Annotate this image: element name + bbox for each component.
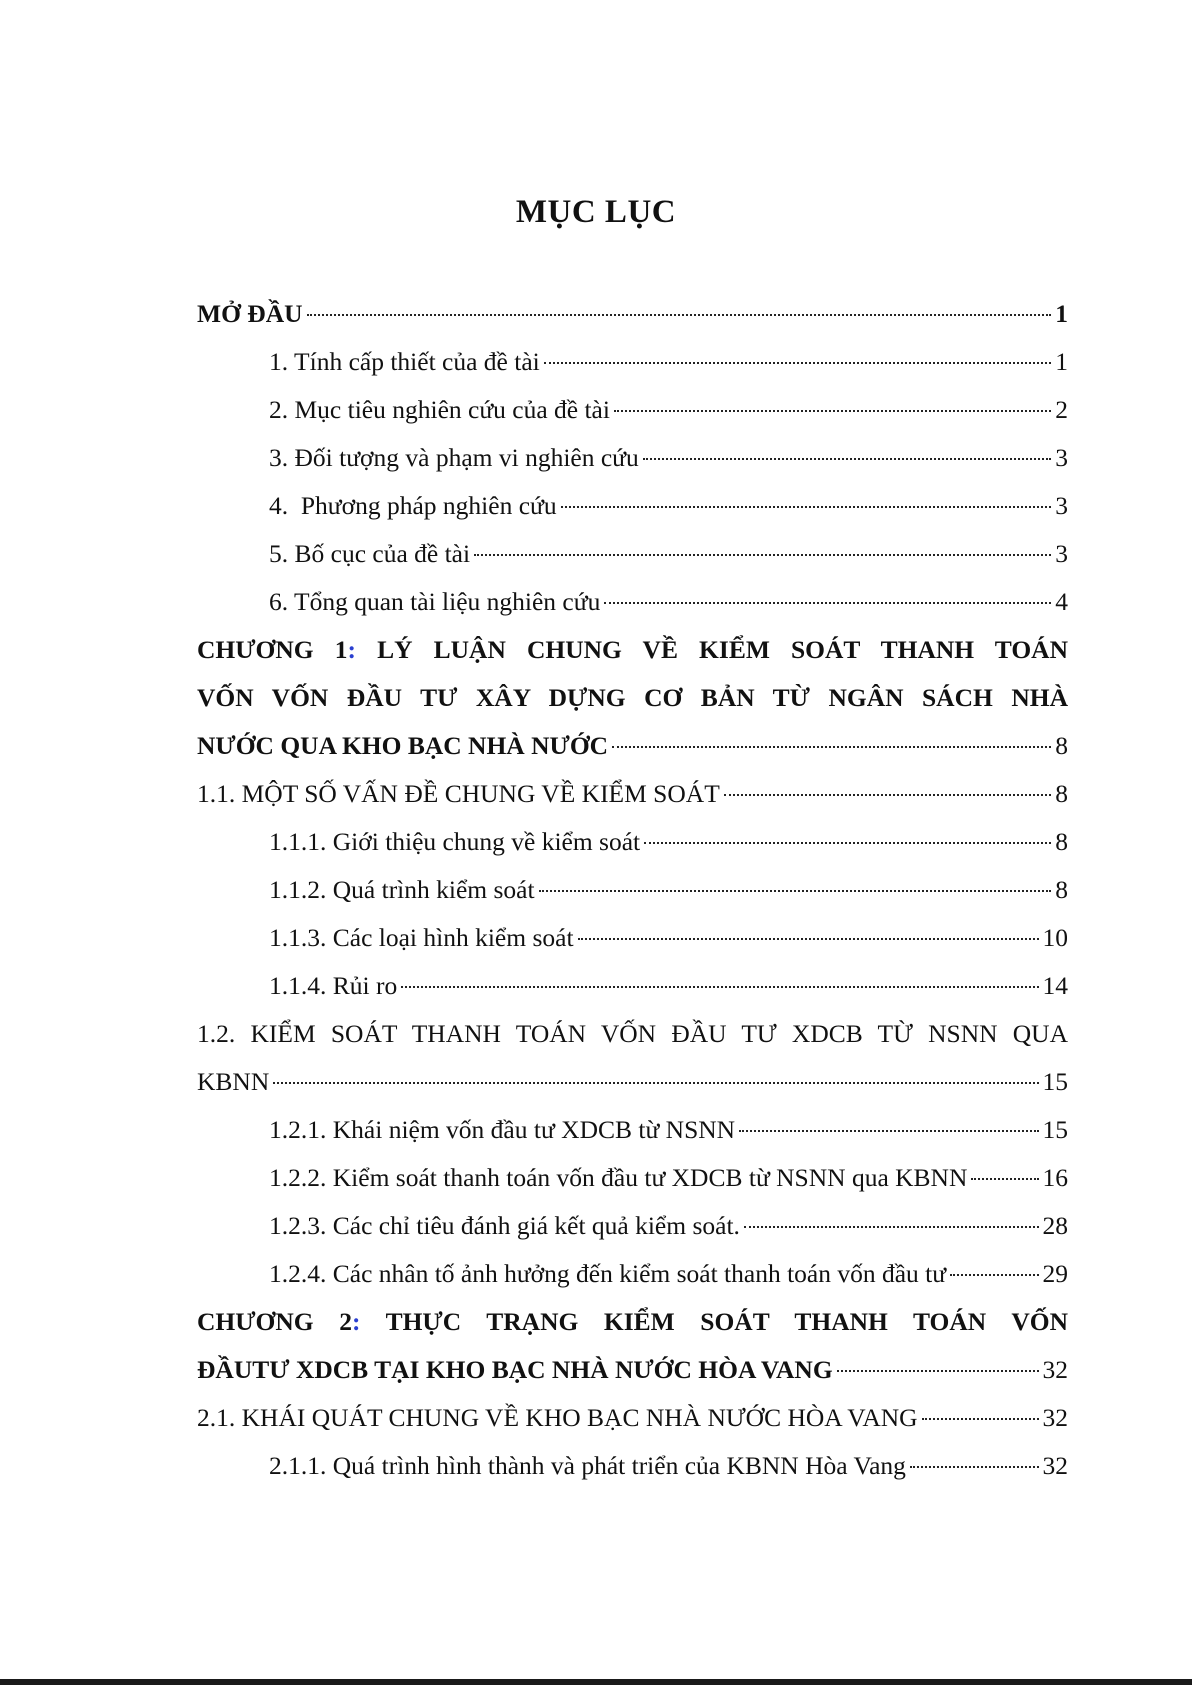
toc-entry[interactable]	[197, 770, 1068, 818]
toc-entry-label: 1.1.2. Quá trình kiểm soát	[269, 875, 535, 904]
toc-chapter-2[interactable]	[197, 1298, 1068, 1394]
toc-entry[interactable]	[197, 434, 1068, 482]
dot-leader	[401, 986, 1038, 988]
toc-page-number: 8	[1055, 875, 1068, 904]
toc-entry-label: 1. Tính cấp thiết của đề tài	[269, 347, 540, 376]
toc-entry-label: NƯỚC QUA KHO BẠC NHÀ NƯỚC	[197, 731, 609, 760]
section-heading-line: 1.2. KIỂM SOÁT THANH TOÁN VỐN ĐẦU TƯ XDCB TỪ NSNN QUA	[197, 1019, 1068, 1048]
toc-entry[interactable]	[197, 866, 1068, 914]
toc-entry[interactable]	[197, 1154, 1068, 1202]
dot-leader	[837, 1370, 1039, 1372]
toc-entry[interactable]	[197, 1442, 1068, 1490]
toc-page-number: 2	[1055, 395, 1068, 424]
toc-entry[interactable]	[197, 338, 1068, 386]
toc-page-number: 15	[1042, 1115, 1068, 1144]
toc-page-number: 3	[1055, 491, 1068, 520]
toc-section-1-2[interactable]	[197, 1010, 1068, 1106]
dot-leader	[307, 314, 1052, 316]
table-of-contents	[197, 290, 1068, 1490]
chapter-colon: :	[347, 635, 356, 664]
dot-leader	[578, 938, 1039, 940]
toc-entry-label: 1.2.2. Kiểm soát thanh toán vốn đầu tư XDCB từ NSNN qua KBNN	[269, 1163, 968, 1192]
toc-page-number: 3	[1055, 539, 1068, 568]
chapter-heading-line: VỐN VỐN ĐẦU TƯ XÂY DỰNG CƠ BẢN TỪ NGÂN SÁCH NHÀ	[197, 683, 1068, 712]
dot-leader	[614, 410, 1051, 412]
toc-page-number: 14	[1042, 971, 1068, 1000]
toc-page-number: 16	[1042, 1163, 1068, 1192]
chapter-prefix: CHƯƠNG 2	[197, 1307, 352, 1336]
toc-entry-label: 2.1. KHÁI QUÁT CHUNG VỀ KHO BẠC NHÀ NƯỚC HÒA VANG	[197, 1403, 918, 1432]
toc-entry-label: 1.2.4. Các nhân tố ảnh hưởng đến kiểm soát thanh toán vốn đầu tư	[269, 1259, 947, 1288]
toc-page-number: 32	[1042, 1355, 1068, 1384]
toc-page-number: 1	[1055, 347, 1068, 376]
toc-chapter-1[interactable]	[197, 626, 1068, 770]
toc-page-number: 10	[1042, 923, 1068, 952]
chapter-heading-last-line	[197, 1346, 1068, 1394]
page-title: MỤC LỤC	[515, 194, 677, 230]
toc-entry-label: 1.1.3. Các loại hình kiểm soát	[269, 923, 574, 952]
chapter-title-part: LÝ LUẬN CHUNG VỀ KIỂM SOÁT THANH TOÁN	[355, 635, 1068, 664]
page-bottom-edge	[0, 1679, 1192, 1685]
toc-entry[interactable]	[197, 1106, 1068, 1154]
toc-entry[interactable]	[197, 1202, 1068, 1250]
dot-leader	[604, 602, 1051, 604]
toc-entry[interactable]	[197, 290, 1068, 338]
chapter-heading-last-line	[197, 722, 1068, 770]
toc-entry-label: KBNN	[197, 1067, 270, 1096]
dot-leader	[950, 1274, 1038, 1276]
dot-leader	[643, 458, 1052, 460]
toc-entry-label: 1.1.1. Giới thiệu chung về kiểm soát	[269, 827, 641, 856]
toc-entry[interactable]	[197, 482, 1068, 530]
dot-leader	[539, 890, 1052, 892]
dot-leader	[561, 506, 1052, 508]
toc-entry-label: 2. Mục tiêu nghiên cứu của đề tài	[269, 395, 610, 424]
chapter-title-part: THỰC TRẠNG KIỂM SOÁT THANH TOÁN VỐN	[360, 1307, 1068, 1336]
toc-page-number: 15	[1042, 1067, 1068, 1096]
dot-leader	[474, 554, 1051, 556]
toc-entry-label: 1.2.1. Khái niệm vốn đầu tư XDCB từ NSNN	[269, 1115, 736, 1144]
toc-entry-label: 5. Bố cục của đề tài	[269, 539, 471, 568]
toc-entry-label: 1.2.3. Các chỉ tiêu đánh giá kết quả kiểm soát.	[269, 1211, 740, 1240]
dot-leader	[744, 1226, 1039, 1228]
chapter-colon: :	[351, 1307, 361, 1336]
toc-entry[interactable]	[197, 386, 1068, 434]
dot-leader	[910, 1466, 1039, 1468]
toc-entry-label: 1.1. MỘT SỐ VẤN ĐỀ CHUNG VỀ KIỂM SOÁT	[197, 779, 720, 808]
toc-entry[interactable]	[197, 962, 1068, 1010]
toc-entry[interactable]	[197, 1394, 1068, 1442]
toc-entry-label: ĐẦUTƯ XDCB TẠI KHO BẠC NHÀ NƯỚC HÒA VANG	[197, 1355, 833, 1384]
dot-leader	[644, 842, 1051, 844]
chapter-heading-line	[197, 1298, 1068, 1346]
toc-entry[interactable]	[197, 914, 1068, 962]
chapter-heading-line	[197, 626, 1068, 674]
toc-entry[interactable]	[197, 1250, 1068, 1298]
dot-leader	[739, 1130, 1038, 1132]
toc-page-number: 8	[1055, 779, 1068, 808]
dot-leader	[273, 1082, 1038, 1084]
toc-entry[interactable]	[197, 530, 1068, 578]
toc-page-number: 32	[1042, 1451, 1068, 1480]
toc-page-number: 3	[1055, 443, 1068, 472]
toc-entry[interactable]	[197, 578, 1068, 626]
toc-entry-label: 6. Tổng quan tài liệu nghiên cứu	[269, 587, 601, 616]
dot-leader	[544, 362, 1052, 364]
toc-entry-label: 1.1.4. Rủi ro	[269, 971, 398, 1000]
toc-page-number: 1	[1055, 299, 1068, 328]
toc-entry-label: 4. Phương pháp nghiên cứu	[269, 491, 557, 520]
dot-leader	[922, 1418, 1039, 1420]
dot-leader	[724, 794, 1051, 796]
toc-page-number: 32	[1042, 1403, 1068, 1432]
dot-leader	[612, 746, 1051, 748]
toc-page-number: 4	[1055, 587, 1068, 616]
chapter-prefix: CHƯƠNG 1	[197, 635, 348, 664]
toc-entry-label: 3. Đối tượng và phạm vi nghiên cứu	[269, 443, 639, 472]
dot-leader	[971, 1178, 1038, 1180]
toc-page-number: 8	[1055, 731, 1068, 760]
toc-page-number: 8	[1055, 827, 1068, 856]
toc-page-number: 28	[1042, 1211, 1068, 1240]
toc-entry[interactable]	[197, 818, 1068, 866]
toc-entry-label: 2.1.1. Quá trình hình thành và phát triển của KBNN Hòa Vang	[269, 1451, 906, 1480]
toc-page-number: 29	[1042, 1259, 1068, 1288]
toc-entry-label: MỞ ĐẦU	[197, 299, 303, 328]
section-heading-last-line	[197, 1058, 1068, 1106]
